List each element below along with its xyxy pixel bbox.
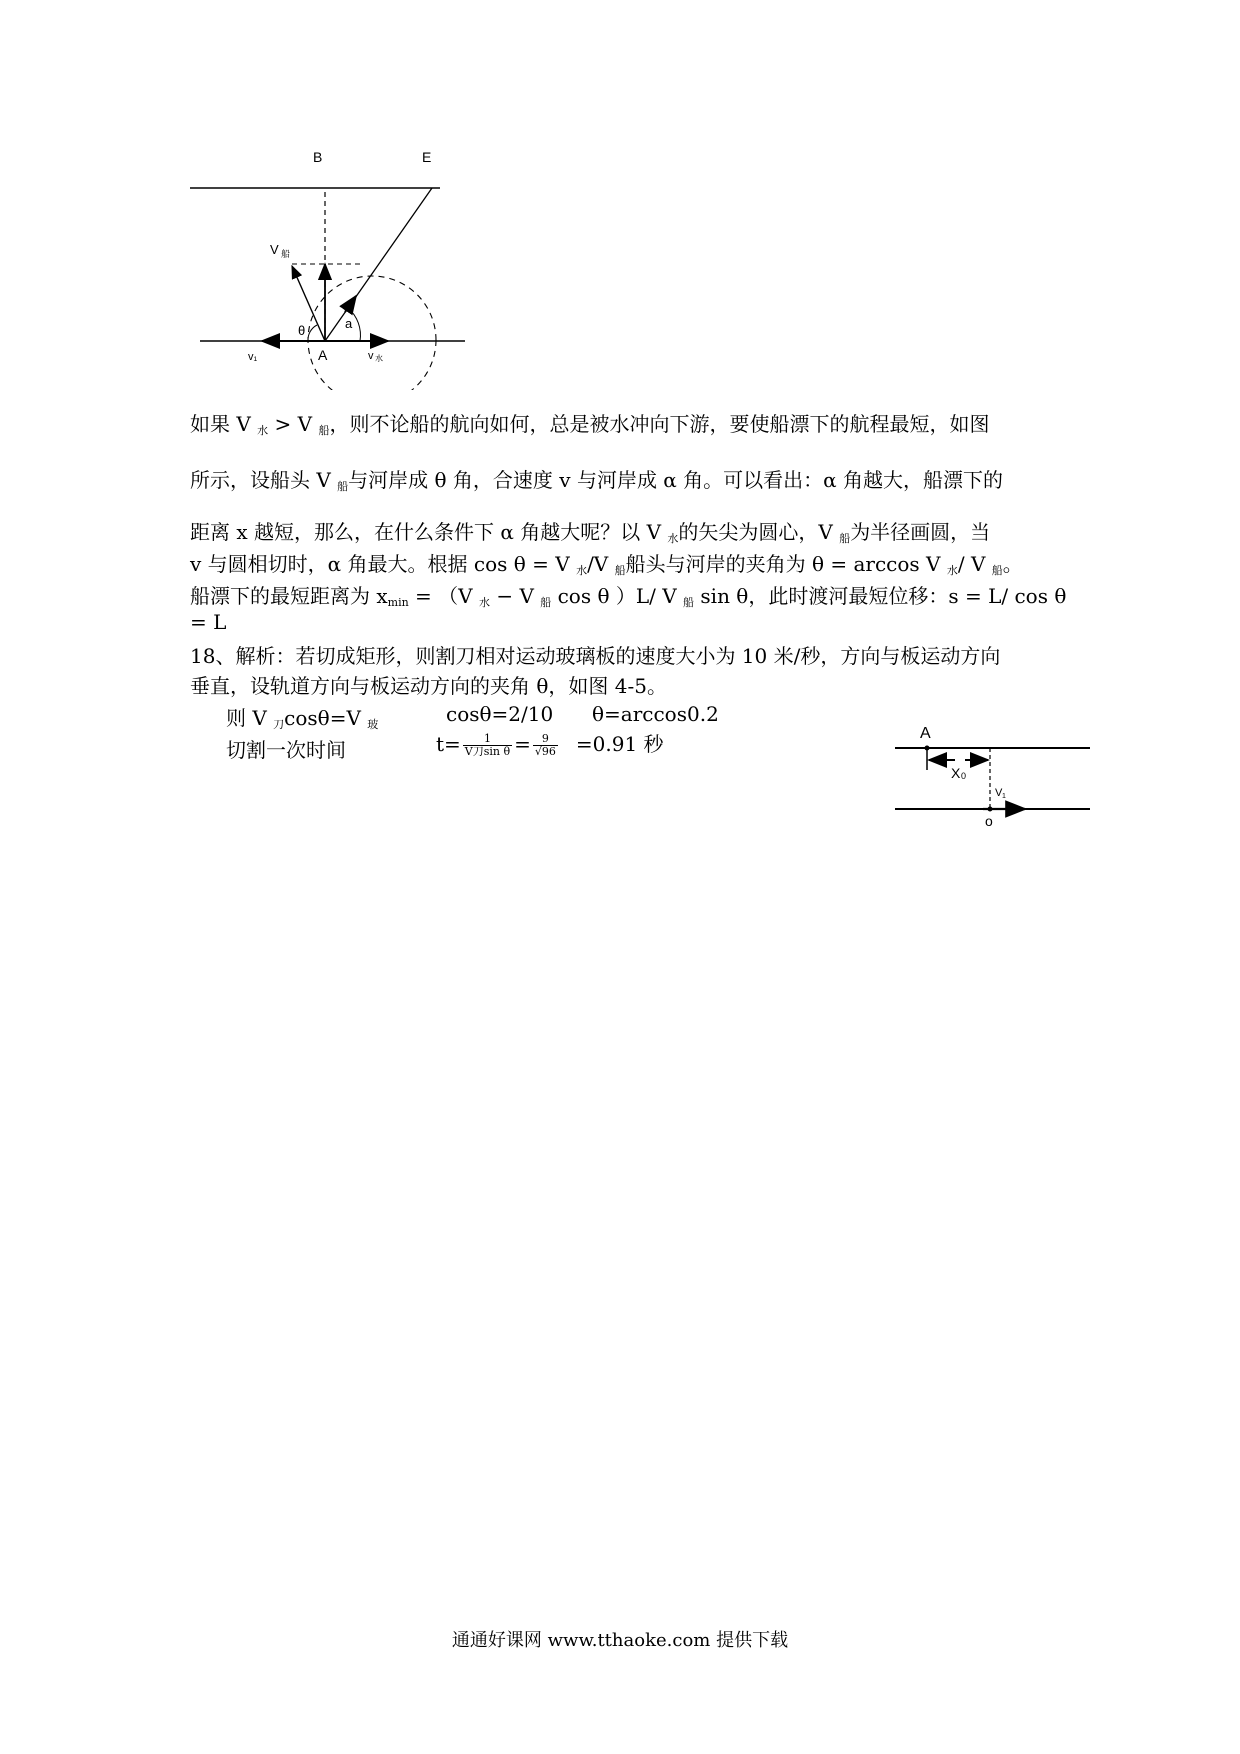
subscript: 船	[614, 564, 626, 577]
page-footer: 通通好课网 www.tthaoke.com 提供下载	[451, 1630, 789, 1651]
label-v-shui: v	[368, 350, 374, 362]
subscript: 水	[946, 564, 958, 577]
denominator: √96	[534, 745, 556, 758]
text-segment: cos θ ）L/ V	[551, 584, 684, 608]
text-segment: 为半径画圆，当	[850, 520, 991, 544]
subscript: 玻	[367, 718, 379, 731]
text-segment: sin θ，此时渡河最短位移：s = L/ cos θ	[694, 584, 1067, 608]
label-v1: v₁	[248, 351, 258, 363]
text-segment: − V	[489, 584, 541, 608]
point-a-dot	[925, 746, 930, 751]
text-segment: =	[514, 732, 531, 756]
subscript: 水	[576, 564, 588, 577]
text-segment: 的矢尖为圆心，V	[678, 520, 840, 544]
text-segment: 与河岸成 θ 角，合速度 v 与河岸成 α 角。可以看出：α 角越大，船漂下的	[348, 468, 1004, 492]
subscript: 刀	[273, 718, 285, 731]
denominator: V刀sin θ	[464, 745, 511, 758]
text-segment: > V	[268, 412, 319, 436]
text-segment: / V	[957, 552, 992, 576]
text-segment: 。	[1002, 552, 1023, 576]
label-b: B	[313, 150, 323, 165]
glass-cutting-figure	[895, 720, 1095, 830]
dashed-circle	[308, 276, 436, 390]
fraction-2	[533, 733, 558, 758]
subscript: 船	[540, 596, 552, 609]
label-v-shui-sub: 水	[375, 354, 383, 363]
text-segment: v 与圆相切时，α 角最大。根据 cos θ = V	[190, 552, 577, 576]
point-o-dot	[988, 807, 993, 812]
text-segment: ，则不论船的航向如何，总是被水冲向下游，要使船漂下的航程最短，如图	[329, 412, 990, 436]
river-crossing-figure	[180, 150, 480, 390]
label-v-chuan: V	[270, 242, 279, 257]
text-segment: 所示，设船头 V	[190, 468, 338, 492]
text-segment: /V	[587, 552, 615, 576]
label-x0: X	[951, 765, 961, 781]
text-segment: 如果 V	[190, 412, 258, 436]
text-segment: 船头与河岸的夹角为 θ = arccos V	[625, 552, 947, 576]
equation-line1-part2: cosθ=2/10	[446, 702, 554, 726]
text-segment: 则 V	[226, 706, 274, 730]
text-segment: = （V	[408, 584, 479, 608]
label-v1: V	[995, 787, 1003, 799]
label-o: o	[985, 813, 993, 829]
label-a: A	[318, 347, 328, 363]
paragraph1-line2	[190, 464, 1003, 494]
equation-line2-formula	[436, 728, 664, 758]
numerator: 9	[533, 733, 558, 746]
text-segment: =0.91 秒	[575, 732, 664, 756]
paragraph1-line6: = L	[190, 610, 227, 634]
paragraph1-line1	[190, 408, 989, 438]
subscript: 船	[337, 480, 349, 493]
equation-line1-part1	[226, 702, 378, 732]
text-segment: t=	[436, 732, 461, 756]
paragraph2-line2: 垂直，设轨道方向与板运动方向的夹角 θ，如图 4-5。	[190, 674, 667, 698]
paragraph1-line5	[190, 580, 1066, 610]
text-segment: 距离 x 越短，那么，在什么条件下 α 角越大呢？以 V	[190, 520, 668, 544]
subscript: 水	[667, 532, 679, 545]
fraction-1	[463, 733, 512, 758]
paragraph1-line3	[190, 516, 990, 546]
equation-line2-label: 切割一次时间	[226, 738, 346, 762]
label-alpha: a	[345, 316, 353, 331]
resultant-arrow	[345, 296, 356, 312]
label-x0-sub: 0	[961, 771, 967, 781]
subscript: 水	[478, 596, 490, 609]
subscript: 船	[318, 424, 330, 437]
subscript: min	[387, 596, 409, 609]
subscript: 船	[991, 564, 1003, 577]
label-v-chuan-sub: 船	[281, 249, 291, 259]
label-v1-sub: 1	[1002, 793, 1006, 800]
text-segment: cosθ=V	[284, 706, 368, 730]
label-e: E	[422, 150, 432, 165]
paragraph1-line4	[190, 548, 1023, 578]
subscript: 船	[839, 532, 851, 545]
subscript: 船	[683, 596, 695, 609]
numerator: 1	[463, 733, 512, 746]
label-theta: θ	[298, 323, 306, 338]
equation-line1-part3: θ=arccos0.2	[592, 702, 719, 726]
label-a: A	[920, 725, 931, 742]
subscript: 水	[257, 424, 269, 437]
text-segment: 船漂下的最短距离为 x	[190, 584, 388, 608]
paragraph2-line1: 18、解析：若切成矩形，则割刀相对运动玻璃板的速度大小为 10 米/秒，方向与板运动方向	[190, 644, 1001, 668]
